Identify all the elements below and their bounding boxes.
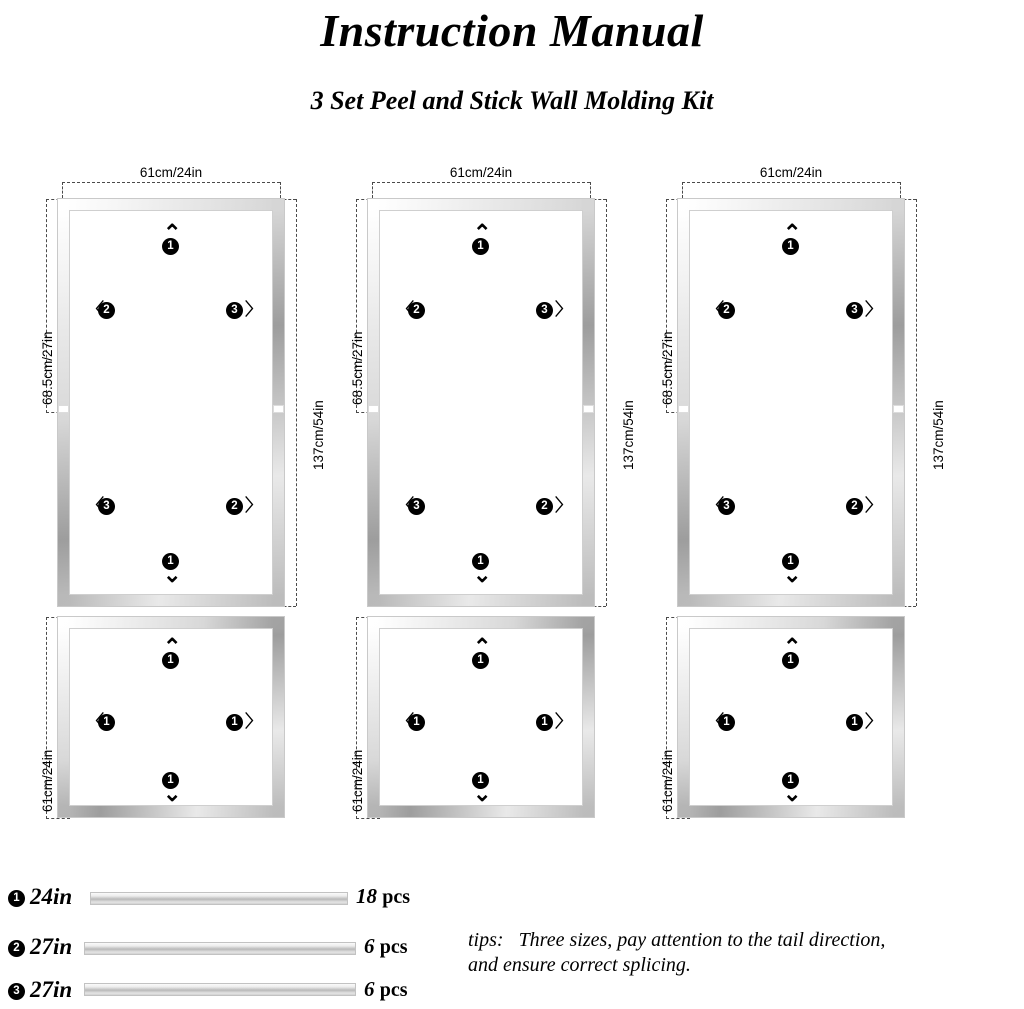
arrow-down-icon-2 [473,570,491,580]
legend-count-1 [356,884,410,909]
legend-count-2 [364,934,408,959]
legend-badge-3: 3 [8,983,25,1000]
arrow-left-icon-sq1 [87,714,104,730]
dim-halfheight-label-1: 68.5cm/27in [40,331,55,405]
dim-guide-top-1 [62,182,280,183]
legend-count-number-3: 6 [364,977,375,1001]
legend-count-number-1: 18 [356,884,377,908]
arrow-down-icon-3 [783,570,801,580]
marker-upper-left-2: 2 [408,302,425,319]
tips-block [468,928,1016,978]
arrow-left-icon-1b [87,498,104,514]
marker-lower-left-3: 3 [718,498,735,515]
marker-top-sq3: 1 [782,652,799,669]
marker-bottom-2: 1 [472,553,489,570]
arrow-right-icon-3 [865,302,882,318]
marker-upper-right-2: 3 [536,302,553,319]
frame-inner-line [379,210,583,595]
marker-upper-left-1: 2 [98,302,115,319]
page-title: Instruction Manual [320,5,704,56]
dim-tick-3b [900,182,901,198]
dim-guide-right-1 [296,199,297,606]
dim-guide-right-2 [606,199,607,606]
legend-badge-1: 1 [8,890,25,907]
arrow-down-icon-1 [163,570,181,580]
marker-right-sq2: 1 [536,714,553,731]
marker-left-sq1: 1 [98,714,115,731]
frame-joint-right-1 [273,405,284,413]
marker-top-2: 1 [472,238,489,255]
marker-top-3: 1 [782,238,799,255]
dim-guide-top-3 [682,182,900,183]
arrow-up-icon-sq3 [783,642,801,652]
marker-lower-right-1: 2 [226,498,243,515]
legend-count-unit-3: pcs [379,979,408,1001]
dim-halfheight-label-2: 68.5cm/27in [350,331,365,405]
dim-width-label-1: 61cm/24in [139,165,203,180]
arrow-right-icon-1b [245,498,262,514]
tips-line-2: and ensure correct splicing. [468,954,691,976]
marker-lower-right-2: 2 [536,498,553,515]
marker-lower-left-1: 3 [98,498,115,515]
dim-height-label-2: 137cm/54in [621,400,636,470]
marker-bottom-3: 1 [782,553,799,570]
dim-width-label-3: 61cm/24in [759,165,823,180]
arrow-up-icon-1 [163,228,181,238]
arrow-left-icon-sq3 [707,714,724,730]
dim-tick-3a [682,182,683,198]
frame-joint-right-2 [583,405,594,413]
arrow-up-icon-2 [473,228,491,238]
dim-guide-top-2 [372,182,590,183]
dim-side-label-sq2: 61cm/24in [350,749,365,812]
tall-frame-1 [58,199,284,606]
dim-tick-3d [894,606,916,607]
legend-size-3: 27in [30,977,73,1002]
dim-width-label-2: 61cm/24in [449,165,513,180]
dim-tick-2b [590,182,591,198]
arrow-left-icon-sq2 [397,714,414,730]
frame-joint-left-3 [678,405,689,413]
legend-badge-2: 2 [8,940,25,957]
marker-lower-left-2: 3 [408,498,425,515]
legend-count-unit-1: pcs [382,886,411,908]
marker-top-1: 1 [162,238,179,255]
frame-joint-right-3 [893,405,904,413]
frame-inner-line [689,210,893,595]
arrow-right-icon-2 [555,302,572,318]
marker-top-sq1: 1 [162,652,179,669]
marker-bottom-sq1: 1 [162,772,179,789]
marker-left-sq3: 1 [718,714,735,731]
arrow-right-icon-3b [865,498,882,514]
tips-label: tips: [468,929,504,951]
legend-count-3 [364,977,408,1002]
marker-upper-right-1: 3 [226,302,243,319]
marker-bottom-1: 1 [162,553,179,570]
arrow-left-icon-2 [397,302,414,318]
frame-joint-left-1 [58,405,69,413]
arrow-left-icon-2b [397,498,414,514]
marker-upper-left-3: 2 [718,302,735,319]
arrow-down-icon-sq3 [783,789,801,799]
molding-strip-27in-b [84,983,356,996]
arrow-up-icon-3 [783,228,801,238]
arrow-down-icon-sq1 [163,789,181,799]
dim-tick-1b [280,182,281,198]
arrow-right-icon-sq1 [245,714,262,730]
legend-size-2: 27in [30,934,73,959]
marker-lower-right-3: 2 [846,498,863,515]
dim-side-label-sq3: 61cm/24in [660,749,675,812]
marker-left-sq2: 1 [408,714,425,731]
arrow-right-icon-sq2 [555,714,572,730]
dim-tick-1d [274,606,296,607]
molding-strip-27in-a [84,942,356,955]
legend-item-1 [8,882,438,916]
arrow-right-icon-sq3 [865,714,882,730]
legend-size-1: 24in [30,884,73,909]
tips-line-1: Three sizes, pay attention to the tail direction, [518,929,886,951]
arrow-left-icon-3 [707,302,724,318]
dim-tick-2d [584,606,606,607]
arrow-right-icon-2b [555,498,572,514]
dim-tick-2a [372,182,373,198]
legend-item-2 [8,932,438,966]
frame-inner-line [69,210,273,595]
molding-strip-24in [90,892,348,905]
arrow-left-icon-3b [707,498,724,514]
legend-item-3 [8,975,438,1009]
dim-guide-right-3 [916,199,917,606]
marker-right-sq1: 1 [226,714,243,731]
marker-right-sq3: 1 [846,714,863,731]
tall-frame-3 [678,199,904,606]
marker-bottom-sq2: 1 [472,772,489,789]
dim-tick-1a [62,182,63,198]
legend-count-unit-2: pcs [379,936,408,958]
arrow-right-icon-1 [245,302,262,318]
frame-joint-left-2 [368,405,379,413]
arrow-down-icon-sq2 [473,789,491,799]
marker-upper-right-3: 3 [846,302,863,319]
tall-frame-2 [368,199,594,606]
marker-bottom-sq3: 1 [782,772,799,789]
arrow-up-icon-sq2 [473,642,491,652]
arrow-up-icon-sq1 [163,642,181,652]
marker-top-sq2: 1 [472,652,489,669]
arrow-left-icon-1 [87,302,104,318]
dim-height-label-3: 137cm/54in [931,400,946,470]
dim-height-label-1: 137cm/54in [311,400,326,470]
legend-count-number-2: 6 [364,934,375,958]
page-subtitle: 3 Set Peel and Stick Wall Molding Kit [310,86,714,115]
dim-halfheight-label-3: 68.5cm/27in [660,331,675,405]
dim-side-label-sq1: 61cm/24in [40,749,55,812]
